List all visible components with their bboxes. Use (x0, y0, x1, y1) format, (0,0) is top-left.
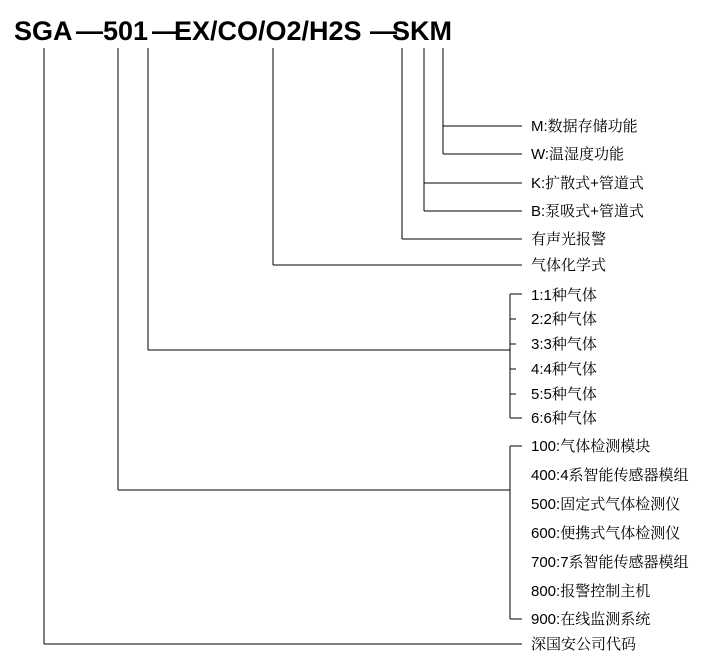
label-series-600: 600:便携式气体检测仪 (531, 525, 681, 542)
label-series-100: 100:气体检测模块 (531, 438, 651, 455)
label-alarm-type: 有声光报警 (531, 231, 607, 248)
code-part-skm: SKM (392, 16, 452, 46)
label-series-800: 800:报警控制主机 (531, 583, 651, 600)
label-gas-count-3: 3:3种气体 (531, 336, 597, 353)
label-gas-count-6: 6:6种气体 (531, 410, 597, 427)
label-series-700: 700:7系智能传感器模组 (531, 554, 689, 571)
label-sampling-b: B:泵吸式+管道式 (531, 203, 644, 220)
code-part-gases: EX/CO/O2/H2S (174, 16, 362, 46)
label-series-400: 400:4系智能传感器模组 (531, 467, 689, 484)
code-part-series: 501 (103, 16, 149, 46)
code-part-sga: SGA (14, 16, 73, 46)
label-gas-count-4: 4:4种气体 (531, 361, 597, 378)
label-storage-w: W:温湿度功能 (531, 146, 625, 163)
label-sampling-k: K:扩散式+管道式 (531, 175, 644, 192)
code-dash-2: — (152, 16, 179, 46)
label-gas-count-1: 1:1种气体 (531, 287, 597, 304)
label-series-500: 500:固定式气体检测仪 (531, 496, 681, 513)
label-gas-count-5: 5:5种气体 (531, 386, 597, 403)
label-storage-m: M:数据存储功能 (531, 118, 638, 135)
code-dash-1: — (76, 16, 103, 46)
label-series-900: 900:在线监测系统 (531, 611, 651, 628)
label-company-code: 深国安公司代码 (531, 636, 637, 653)
label-gas-count-2: 2:2种气体 (531, 311, 597, 328)
code-dash-3: — (370, 16, 397, 46)
label-sensor-principle: 气体化学式 (531, 257, 607, 274)
